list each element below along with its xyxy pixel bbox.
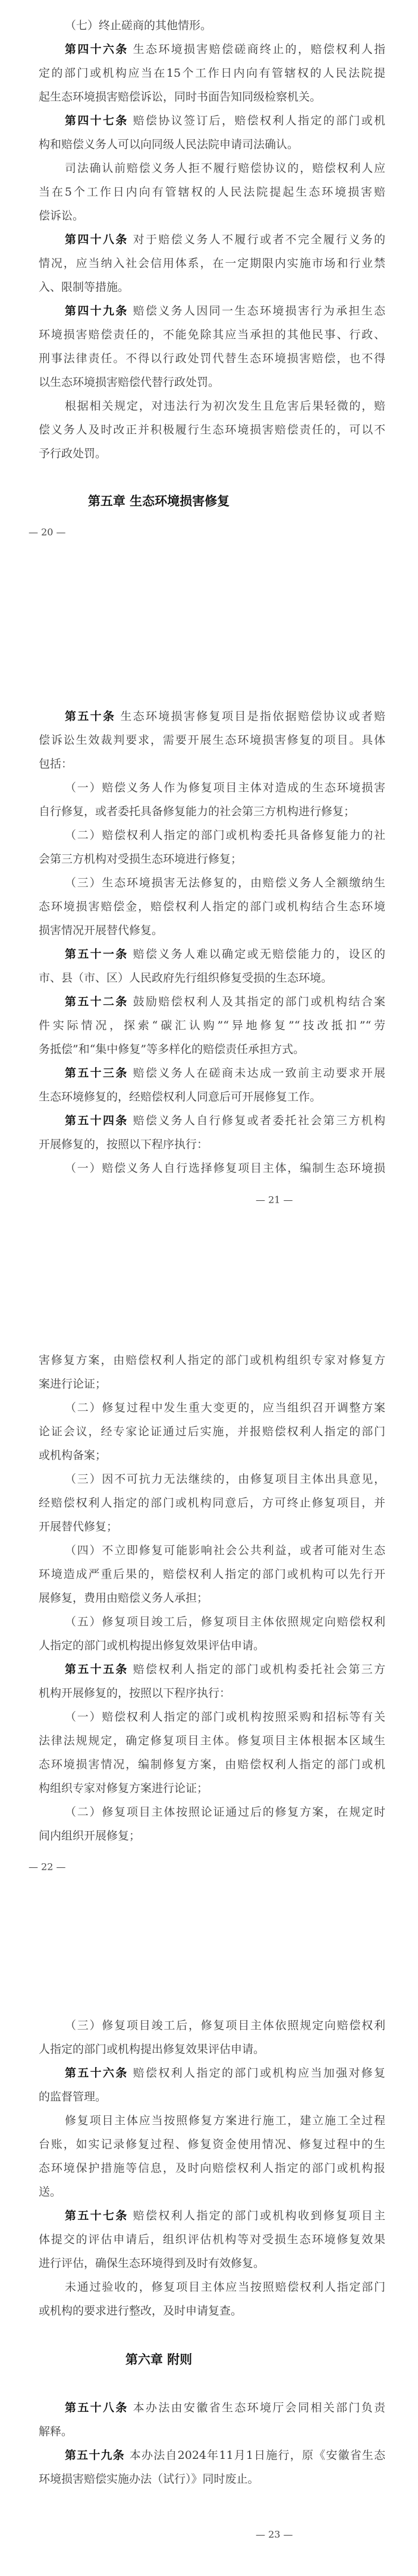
line-text: 进行评估，确保生态环境得到及时有效修复。 (39, 2257, 265, 2270)
line-text: 生态环境修复的，经赔偿权利人同意后可开展修复工作。 (39, 1090, 322, 1103)
text-line (39, 847, 385, 871)
article-number: 第四十八条 (65, 233, 128, 246)
article-number: 第五十四条 (65, 1114, 128, 1127)
line-text: 环境损害赔偿责任的，不能免除其应当承担的其他民事、行政、 (39, 328, 385, 341)
text-line (39, 2180, 385, 2204)
text-line (39, 1657, 385, 1681)
text-line (39, 2420, 385, 2443)
text-line (39, 1705, 385, 1729)
text-line (39, 2014, 385, 2037)
article-paragraph (39, 1657, 385, 1705)
text-line (39, 1753, 385, 1776)
page-number: — 22 — (29, 1861, 66, 1873)
line-text: 态环境保护措施等信息，及时向赔偿权利人指定的部门或机构报 (39, 2162, 385, 2175)
article-paragraph (39, 942, 385, 990)
text-line (39, 1491, 385, 1515)
text-line (39, 85, 385, 109)
article-number: 第五十三条 (65, 1067, 128, 1080)
line-text: 赔偿义务人在磋商未达成一致前主动要求开展 (133, 1067, 385, 1080)
line-text: （五）修复项目竣工后，修复项目主体依照规定向赔偿权利 (65, 1615, 385, 1628)
article-number: 第四十七条 (65, 114, 128, 127)
text-line (39, 251, 385, 275)
line-text: （三）因不可抗力无法继续的，由修复项目主体出具意见， (65, 1473, 385, 1486)
text-line (39, 2132, 385, 2156)
paragraph (39, 2014, 385, 2061)
text-line (39, 228, 385, 251)
text-line (39, 942, 385, 966)
text-line (39, 394, 385, 418)
line-text: 情况，应当纳入社会信用体系，在一定期限内实施市场和行业禁 (39, 257, 385, 270)
text-line (39, 990, 385, 1014)
line-text: （七）终止磋商的其他情形。 (65, 19, 212, 32)
line-text: 本办法自2024年11月1日施行，原《安徽省生态 (129, 2449, 385, 2462)
line-text: 务抵偿”和“集中修复”等多样化的赔偿责任承担方式。 (39, 1043, 305, 1056)
paragraph (39, 1156, 385, 1180)
text-line (39, 2085, 385, 2109)
line-text: 包括： (39, 757, 73, 770)
text-line (39, 2275, 385, 2299)
article-number: 第五十七条 (65, 2209, 128, 2222)
line-text: 开展修复的，按照以下程序执行： (39, 1138, 209, 1151)
page-number: — 23 — (256, 2528, 293, 2540)
text-line (39, 1014, 385, 1037)
line-text: 解释。 (39, 2425, 73, 2438)
line-text: 生态环境损害修复项目是指依据赔偿协议或者赔 (120, 710, 385, 723)
line-text: 会第三方机构对受损生态环境进行修复； (39, 853, 243, 866)
line-text: 未通过验收的，修复项目主体应当按照赔偿权利人指定部门 (65, 2281, 385, 2294)
line-text: 司法确认前赔偿义务人拒不履行赔偿协议的，赔偿权利人应 (65, 162, 385, 175)
text-line (39, 418, 385, 442)
paragraph (39, 14, 385, 37)
text-line (39, 2467, 385, 2491)
line-text: （四）不立即修复可能影响社会公共利益，或者可能对生态 (65, 1544, 385, 1557)
article-number: 第四十九条 (65, 304, 128, 317)
text-line (39, 1133, 385, 1156)
text-line (39, 823, 385, 847)
paragraph (39, 2109, 385, 2204)
text-line (39, 61, 385, 85)
text-line (39, 2156, 385, 2180)
line-text: （三）修复项目竣工后，修复项目主体依照规定向赔偿权利 (65, 2019, 385, 2032)
text-line (39, 1800, 385, 1824)
line-text: 入、限制等措施。 (39, 281, 130, 294)
text-line (39, 370, 385, 394)
article-paragraph (39, 1061, 385, 1109)
text-line (39, 204, 385, 228)
article-number: 第五十八条 (65, 2401, 128, 2414)
text-line (39, 299, 385, 323)
text-line (39, 919, 385, 942)
paragraph (39, 1705, 385, 1800)
text-line (39, 1515, 385, 1539)
line-text: 或机构备案； (39, 1449, 107, 1462)
line-text: 予行政处罚。 (39, 447, 107, 460)
line-text: 送。 (39, 2185, 62, 2198)
text-line (39, 1776, 385, 1800)
text-line (39, 347, 385, 370)
paragraph (39, 394, 385, 465)
text-line (39, 1634, 385, 1657)
text-line (39, 728, 385, 752)
text-line (39, 895, 385, 919)
paragraph (39, 156, 385, 228)
page-20-body (39, 14, 385, 465)
line-text: 赔偿协议签订后，赔偿权利人指定的部门或机 (133, 114, 385, 127)
line-text: 修复项目主体应当按照修复方案进行施工，建立施工全过程 (65, 2114, 385, 2127)
line-text: 起生态环境损害赔偿诉讼，同时书面告知同级检察机关。 (39, 90, 322, 103)
article-number: 第五十六条 (65, 2067, 128, 2080)
text-line (39, 2109, 385, 2132)
text-line (39, 2228, 385, 2251)
line-text: （一）赔偿权利人指定的部门或机构按照采购和招标等有关 (65, 1710, 385, 1723)
paragraph (39, 1396, 385, 1467)
article-number: 第五十五条 (65, 1663, 128, 1676)
paragraph (39, 1539, 385, 1610)
text-line (39, 2251, 385, 2275)
line-text: （一）赔偿义务人自行选择修复项目主体，编制生态环境损 (65, 1162, 385, 1175)
article-number: 第五十二条 (65, 995, 128, 1008)
text-line (39, 180, 385, 204)
article-paragraph (39, 37, 385, 109)
article-number: 第五十条 (65, 710, 116, 723)
text-line (39, 1562, 385, 1586)
line-text: 开展替代修复； (39, 1520, 118, 1533)
line-text: 案进行论证； (39, 1377, 107, 1391)
paragraph (39, 776, 385, 823)
page-number: — 20 — (29, 526, 66, 538)
page-21-body (39, 704, 385, 1180)
line-text: 体提交的评估申请后，组织评估机构等对受损生态环境修复效果 (39, 2233, 385, 2246)
text-line (39, 1610, 385, 1634)
line-text: 对于赔偿义务人不履行或者不完全履行义务的 (133, 233, 385, 246)
line-text: 机构开展修复的，按照以下程序执行： (39, 1687, 231, 1700)
text-line (39, 800, 385, 823)
text-line (39, 1729, 385, 1753)
line-text: 当在5个工作日内向有管辖权的人民法院提起生态环境损害赔 (39, 185, 385, 199)
text-line (39, 2204, 385, 2228)
article-number: 第五十九条 (65, 2449, 125, 2462)
text-line (39, 442, 385, 465)
article-paragraph (39, 2443, 385, 2491)
line-text: 经赔偿权利人指定的部门或机构同意后，方可终止修复项目，并 (39, 1496, 385, 1509)
line-text: 赔偿义务人自行修复或者委托社会第三方机构 (133, 1114, 385, 1127)
text-line (39, 2061, 385, 2085)
line-text: 环境造成严重后果的，赔偿权利人指定的部门或机构可以先行开 (39, 1568, 385, 1581)
line-text: 态环境损害情况，编制修复方案，由赔偿权利人指定的部门或机 (39, 1758, 385, 1771)
page-number: — 21 — (256, 1194, 293, 1206)
line-text: 间内组织开展修复； (39, 1829, 141, 1842)
text-line (39, 1372, 385, 1396)
page-23-body-upper (39, 2014, 385, 2323)
text-line (39, 1539, 385, 1562)
line-text: 刑事法律责任。不得以行政处罚代替生态环境损害赔偿，也不得 (39, 352, 385, 365)
article-paragraph (39, 109, 385, 156)
line-text: 赔偿权利人指定的部门或机构收到修复项目主 (133, 2209, 385, 2222)
text-line (39, 37, 385, 61)
line-text: 的监督管理。 (39, 2090, 107, 2103)
line-text: 展修复，费用由赔偿义务人承担； (39, 1591, 209, 1605)
article-paragraph (39, 2396, 385, 2443)
text-line (39, 1109, 385, 1133)
line-text: 台账，如实记录修复过程、修复资金使用情况、修复过程中的生 (39, 2138, 385, 2151)
line-text: 态环境损害赔偿金，赔偿权利人指定的部门或机构结合生态环境 (39, 900, 385, 913)
line-text: 偿义务人及时改正并积极履行生态环境损害赔偿责任的，可以不 (39, 423, 385, 436)
line-text: 或机构的要求进行整改，及时申请复查。 (39, 2304, 243, 2317)
article-number: 第四十六条 (65, 43, 128, 56)
text-line (39, 1681, 385, 1705)
text-line (39, 1061, 385, 1085)
article-paragraph (39, 2204, 385, 2275)
text-line (39, 1156, 385, 1180)
line-text: 生态环境损害赔偿磋商终止的，赔偿权利人指 (133, 43, 385, 56)
article-paragraph (39, 299, 385, 394)
text-line (39, 1420, 385, 1443)
paragraph (39, 871, 385, 942)
text-line (39, 1586, 385, 1610)
line-text: （二）修复项目主体按照论证通过后的修复方案，在规定时 (65, 1806, 385, 1819)
text-line (39, 2299, 385, 2323)
article-paragraph (39, 990, 385, 1061)
line-text: 环境损害赔偿实施办法（试行）》同时废止。 (39, 2473, 259, 2486)
page-22-body (39, 1348, 385, 1848)
line-text: 本办法由安徽省生态环境厅会同相关部门负责 (133, 2401, 385, 2414)
line-text: 构组织专家对修复方案进行论证； (39, 1782, 209, 1795)
article-number: 第五十一条 (65, 948, 128, 961)
line-text: 害修复方案，由赔偿权利人指定的部门或机构组织专家对修复方 (39, 1354, 385, 1367)
text-line (39, 1396, 385, 1420)
text-line (39, 776, 385, 800)
text-line (39, 1443, 385, 1467)
article-paragraph (39, 704, 385, 776)
chapter-heading: 第六章 附则 (125, 2352, 193, 2367)
line-text: 根据相关规定，对违法行为初次发生且危害后果轻微的，赔 (65, 400, 385, 413)
text-line (39, 275, 385, 299)
text-line (39, 966, 385, 990)
text-line (39, 323, 385, 347)
line-text: 赔偿义务人因同一生态环境损害行为承担生态 (133, 304, 385, 317)
text-line (39, 2396, 385, 2420)
text-line (39, 14, 385, 37)
paragraph (39, 1348, 385, 1396)
text-line (39, 1824, 385, 1848)
text-line (39, 871, 385, 895)
line-text: 构和赔偿义务人可以向同级人民法院申请司法确认。 (39, 138, 299, 151)
line-text: 市、县（市、区）人民政府先行组织修复受损的生态环境。 (39, 971, 333, 985)
line-text: 论证会议，经专家论证通过后实施，并报赔偿权利人指定的部门 (39, 1425, 385, 1438)
article-paragraph (39, 1109, 385, 1156)
line-text: 定的部门或机构应当在15个工作日内向有管辖权的人民法院提 (39, 67, 385, 80)
text-line (39, 109, 385, 133)
line-text: 件实际情况，探索“碳汇认购”“异地修复”“技改抵扣”“劳 (39, 1019, 385, 1032)
text-line (39, 1348, 385, 1372)
line-text: 赔偿权利人指定的部门或机构应当加强对修复 (133, 2067, 385, 2080)
chapter-heading: 第五章 生态环境损害修复 (87, 494, 230, 508)
line-text: 自行修复，或者委托具备修复能力的社会第三方机构进行修复； (39, 805, 356, 818)
text-line (39, 2037, 385, 2061)
text-line (39, 704, 385, 728)
text-line (39, 752, 385, 776)
paragraph (39, 823, 385, 871)
paragraph (39, 1610, 385, 1657)
line-text: 以生态环境损害赔偿代替行政处罚。 (39, 376, 220, 389)
paragraph (39, 1800, 385, 1848)
line-text: （二）赔偿权利人指定的部门或机构委托具备修复能力的社 (65, 829, 385, 842)
line-text: 鼓励赔偿权利人及其指定的部门或机构结合案 (133, 995, 385, 1008)
text-line (39, 1085, 385, 1109)
line-text: 法律法规规定，确定修复项目主体。修复项目主体根据本区域生 (39, 1734, 385, 1747)
line-text: （三）生态环境损害无法修复的，由赔偿义务人全额缴纳生 (65, 876, 385, 889)
line-text: （二）修复过程中发生重大变更的，应当组织召开调整方案 (65, 1401, 385, 1414)
line-text: 损害情况开展替代修复。 (39, 924, 164, 937)
text-line (39, 2443, 385, 2467)
article-paragraph (39, 228, 385, 299)
text-line (39, 133, 385, 156)
line-text: 赔偿义务人难以确定或无赔偿能力的，设区的 (133, 948, 385, 961)
paragraph (39, 1467, 385, 1539)
page-23-body-lower (39, 2396, 385, 2491)
article-paragraph (39, 2061, 385, 2109)
line-text: 偿诉讼。 (39, 209, 84, 222)
text-line (39, 1037, 385, 1061)
line-text: 赔偿权利人指定的部门或机构委托社会第三方 (133, 1663, 385, 1676)
paragraph (39, 2275, 385, 2323)
line-text: 偿诉讼生效裁判要求，需要开展生态环境损害修复的项目。具体 (39, 734, 385, 747)
line-text: （一）赔偿义务人作为修复项目主体对造成的生态环境损害 (65, 781, 385, 794)
text-line (39, 156, 385, 180)
text-line (39, 1467, 385, 1491)
line-text: 人指定的部门或机构提出修复效果评估申请。 (39, 1639, 265, 1652)
line-text: 人指定的部门或机构提出修复效果评估申请。 (39, 2043, 265, 2056)
